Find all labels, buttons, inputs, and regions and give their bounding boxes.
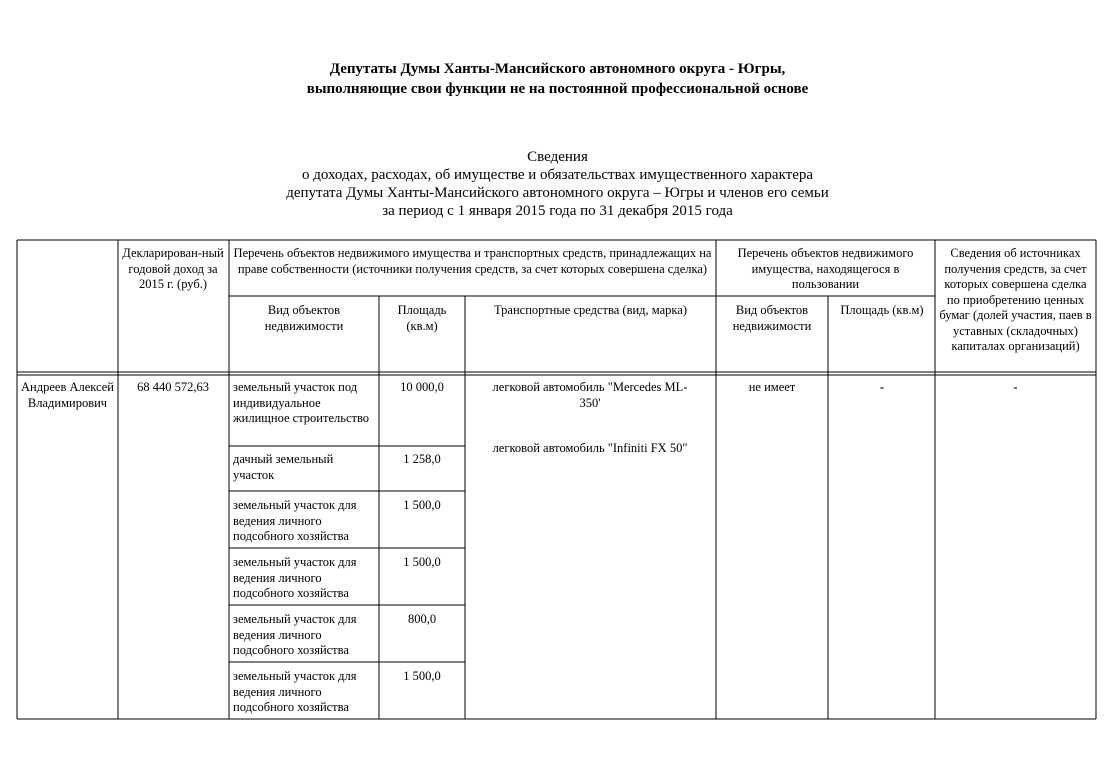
property-type: земельный участок под индивидуальное жилищное строительство: [233, 380, 370, 425]
summary-heading: Сведения: [527, 149, 588, 165]
property-area: 1 500,0: [403, 555, 441, 569]
used-property-area: -: [879, 380, 885, 394]
header-used-area: Площадь (кв.м): [840, 303, 924, 317]
property-type: земельный участок для ведения личного подсобного хозяйства: [233, 669, 357, 714]
header-sources: Сведения об источниках получения средств, за счет которых совершена сделка по приобретению ценных бумаг (долей участия, паев в уставных (складочных) капиталах организаций): [939, 246, 1092, 353]
property-type: земельный участок для ведения личного подсобного хозяйства: [233, 498, 357, 543]
summary-line-3: депутата Думы Ханты-Мансийского автономного округа – Югры и членов его семьи: [286, 185, 829, 201]
document-title-line-1: Депутаты Думы Ханты-Мансийского автономного округа - Югры,: [329, 61, 786, 77]
document-title-line-2: выполняющие свои функции не на постоянной профессиональной основе: [306, 81, 809, 97]
summary-line-4: за период с 1 января 2015 года по 31 декабря 2015 года: [382, 203, 733, 219]
property-area: 1 258,0: [403, 452, 441, 466]
used-property-type: не имеет: [748, 380, 796, 394]
header-owned-type: Вид объектов недвижимости: [264, 303, 344, 333]
summary-line-2: о доходах, расходах, об имуществе и обязательствах имущественного характера: [301, 167, 814, 183]
vehicle-item: легковой автомобиль "Infiniti FX 50": [492, 441, 688, 455]
property-area: 800,0: [407, 612, 437, 626]
person-name: Андреев Алексей Владимирович: [21, 380, 114, 410]
person-income: 68 440 572,63: [137, 380, 209, 394]
header-used-group: Перечень объектов недвижимого имущества, находящегося в пользовании: [737, 246, 914, 291]
header-owned-group: Перечень объектов недвижимого имущества и транспортных средств, принадлежащих на праве собственности (источники получения средств, за счет которых совершена сделка): [233, 246, 712, 276]
property-type: земельный участок для ведения личного подсобного хозяйства: [233, 555, 357, 600]
header-income: Декларирован-ный годовой доход за 2015 г. (руб.): [122, 246, 224, 291]
header-used-type: Вид объектов недвижимости: [732, 303, 812, 333]
property-type: земельный участок для ведения личного подсобного хозяйства: [233, 612, 357, 657]
securities-sources: -: [1013, 380, 1018, 394]
property-area: 1 500,0: [403, 669, 441, 683]
property-area: 1 500,0: [403, 498, 441, 512]
property-area: 10 000,0: [400, 380, 444, 394]
header-vehicles: Транспортные средства (вид, марка): [494, 303, 687, 317]
header-owned-area: Площадь (кв.м): [397, 303, 447, 333]
property-type: дачный земельный участок: [233, 452, 334, 482]
vehicle-item: легковой автомобиль "Mercedes ML-350': [492, 380, 688, 410]
